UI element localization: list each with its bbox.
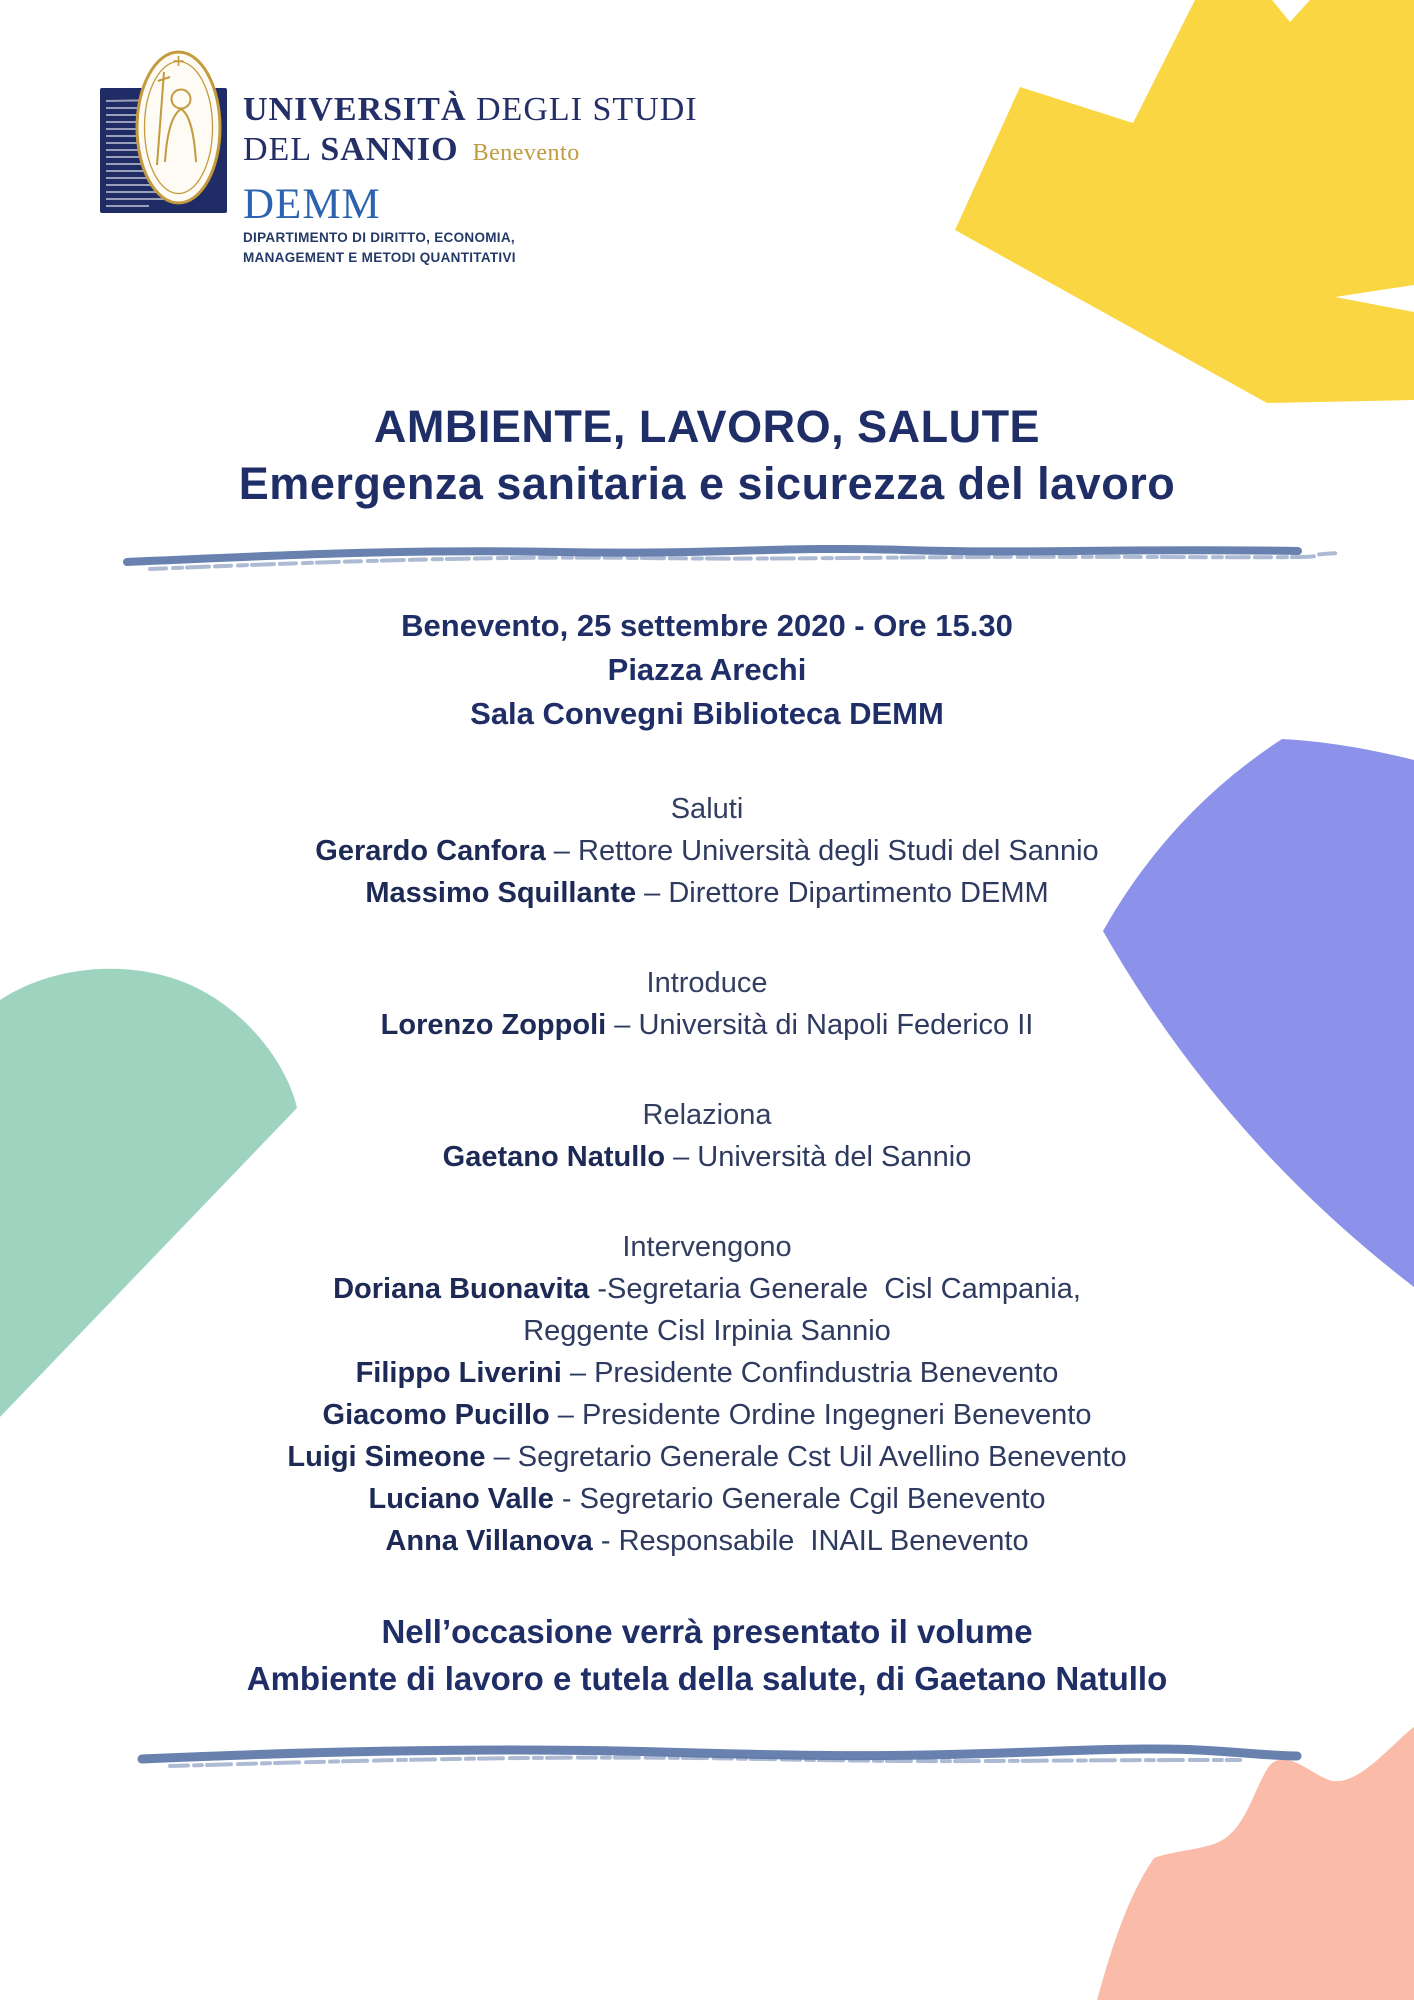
speaker-line [0,1436,1414,1478]
speaker-role: Presidente Ordine Ingegneri Benevento [582,1399,1092,1431]
speaker-role: Presidente Confindustria Benevento [594,1357,1059,1389]
speaker-line [0,1394,1414,1436]
program-section [0,1226,1414,1562]
speaker-separator: - [589,1273,608,1305]
section-speakers [0,1136,1414,1178]
event-venue: Sala Convegni Biblioteca DEMM [470,696,944,731]
university-name-light: DEGLI STUDI [466,91,698,128]
program-section [0,1094,1414,1178]
university-name-strong2: SANNIO [320,131,459,168]
speaker-name: Filippo Liverini [355,1357,562,1389]
section-label: Saluti [670,793,744,825]
section-speakers [0,1268,1414,1562]
university-name-line1 [243,90,698,130]
event-details [0,604,1414,736]
event-date-time: Benevento, 25 settembre 2020 - Ore 15.30 [401,608,1013,643]
section-label: Introduce [646,967,768,999]
section-speakers [0,1004,1414,1046]
speaker-name: Lorenzo Zoppoli [380,1009,607,1041]
university-city: Benevento [472,140,580,166]
speaker-separator: - [553,1483,580,1515]
brush-stroke-divider-top [127,549,1340,569]
speaker-separator: – [606,1009,639,1041]
event-place: Piazza Arechi [607,652,807,687]
title-line1: AMBIENTE, LAVORO, SALUTE [373,401,1041,452]
speaker-role: Università del Sannio [697,1141,972,1173]
speaker-name: Gaetano Natullo [442,1141,666,1173]
university-name-line2 [243,130,698,173]
speaker-line [0,1478,1414,1520]
speaker-role: Direttore Dipartimento DEMM [668,877,1049,909]
section-speakers [0,830,1414,914]
university-seal-icon [137,52,220,203]
speaker-role: Università di Napoli Federico II [638,1009,1034,1041]
speaker-line [0,1352,1414,1394]
program-section [0,788,1414,914]
department-name-line1: DIPARTIMENTO DI DIRITTO, ECONOMIA, [243,230,515,245]
speaker-line [0,1310,1414,1352]
speaker-line [0,1268,1414,1310]
speaker-role: Segretario Generale Cst Uil Avellino Benevento [517,1441,1127,1473]
volume-note-line1: Nell’occasione verrà presentato il volume [381,1613,1033,1650]
speaker-role: Segretario Generale Cgil Benevento [579,1483,1046,1515]
speaker-line [0,1136,1414,1178]
university-name-light2: DEL [243,131,321,168]
speaker-separator: – [636,877,669,909]
speaker-line [0,872,1414,914]
speaker-name: Massimo Squillante [365,877,637,909]
brush-stroke-divider-bottom [142,1749,1297,1766]
university-name-strong: UNIVERSITÀ [243,91,467,128]
program-section [0,962,1414,1046]
speaker-separator: – [561,1357,595,1389]
title-line2: Emergenza sanitaria e sicurezza del lavoro [238,458,1176,509]
speaker-name: Luciano Valle [368,1483,554,1515]
speaker-separator: – [665,1141,698,1173]
speaker-role: Segretaria Generale Cisl Campania, [607,1273,1081,1305]
section-label: Intervengono [622,1231,792,1263]
speaker-line [0,1520,1414,1562]
volume-note [0,1608,1414,1702]
speaker-name: Anna Villanova [385,1525,593,1557]
speaker-name: Doriana Buonavita [333,1273,590,1305]
speaker-name: Gerardo Canfora [315,835,546,867]
section-label: Relaziona [642,1099,772,1131]
speaker-name: Giacomo Pucillo [322,1399,550,1431]
department-name-line2: MANAGEMENT E METODI QUANTITATIVI [243,250,516,265]
speaker-line [0,830,1414,872]
page-title [0,398,1414,512]
speaker-name: Luigi Simeone [287,1441,486,1473]
speaker-role: Rettore Università degli Studi del Sannio [578,835,1099,867]
volume-note-line2: Ambiente di lavoro e tutela della salute, di Gaetano Natullo [246,1660,1168,1697]
speaker-separator: - [592,1525,619,1557]
yellow-zigzag-shape [955,0,1414,403]
department-acronym: DEMM [243,181,381,228]
speaker-line [0,1004,1414,1046]
speaker-role: Responsabile INAIL Benevento [618,1525,1029,1557]
speaker-role: Reggente Cisl Irpinia Sannio [523,1315,891,1347]
program [0,788,1414,1562]
university-logotype [243,90,698,267]
salmon-blob-shape [1097,1727,1414,2000]
university-logo-emblem [100,52,227,213]
speaker-separator: – [485,1441,518,1473]
speaker-separator: – [545,835,578,867]
speaker-separator: – [549,1399,582,1431]
